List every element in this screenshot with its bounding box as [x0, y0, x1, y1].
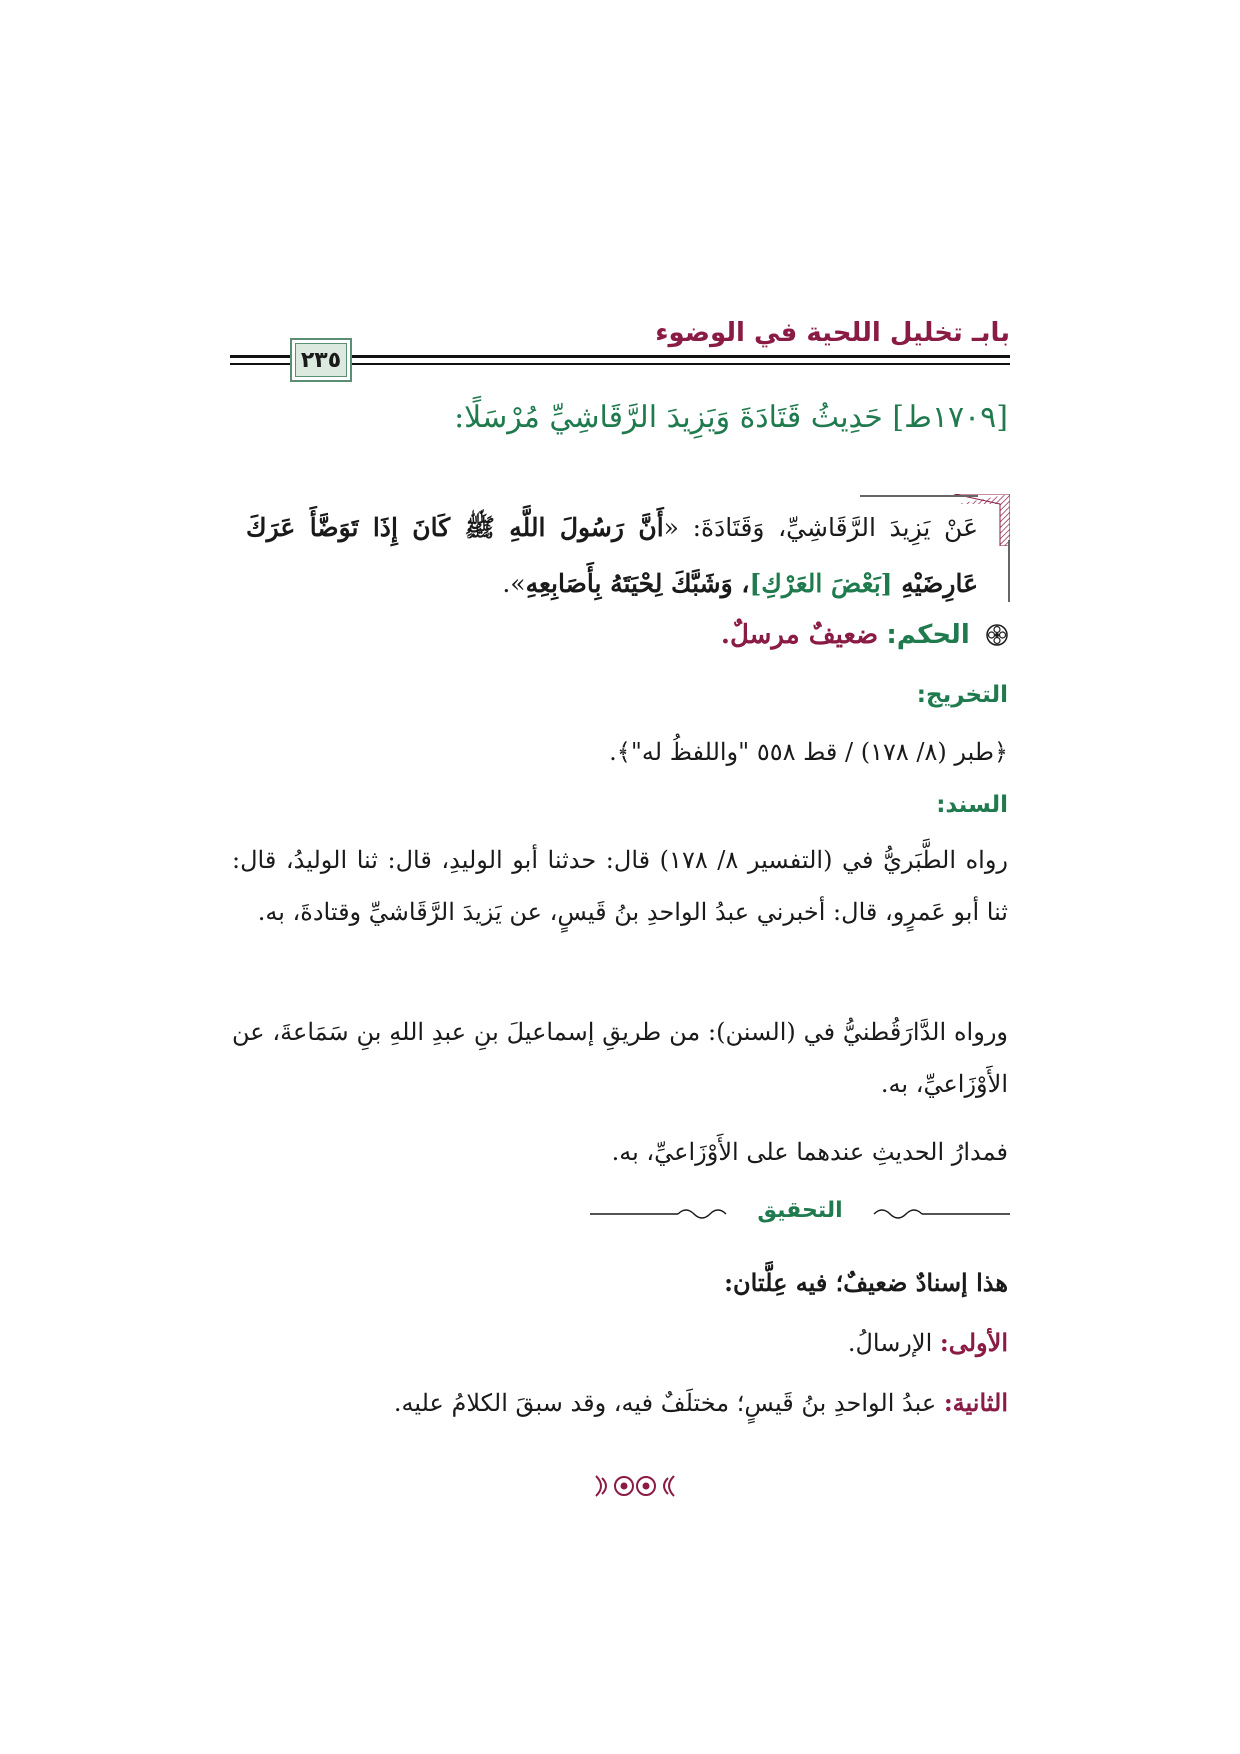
- flower-bullet-icon: [986, 624, 1008, 646]
- takhrij-text: ﴿طبر (٨/ ١٧٨) / قط ٥٥٨ "واللفظُ له"﴾.: [609, 738, 1008, 766]
- tahqiq-second-reason: [394, 1388, 1008, 1417]
- sanad-paragraph-3: فمدارُ الحديثِ عندهما على الأَوْزَاعيِّ، به.: [611, 1138, 1008, 1166]
- hadith-text-end: ».: [502, 569, 526, 598]
- tahqiq-divider: [590, 1194, 1010, 1234]
- hadith-text: [246, 500, 978, 612]
- hadith-text-main: أَنَّ رَسُولَ اللَّهِ ﷺ كَانَ إِذَا تَوَضَّأَ عَرَكَ عَارِضَيْهِ: [246, 513, 978, 598]
- end-ornament-icon: [590, 1468, 680, 1504]
- hadith-text-variant: [بَعْضَ العَرْكِ]: [749, 569, 902, 598]
- hadith-frame-top-line: [860, 495, 978, 497]
- hadith-title: [١٧٠٩ط] حَدِيثُ قَتَادَةَ وَيَزِيدَ الرَّقَاشِيِّ مُرْسَلًا:: [454, 400, 1008, 435]
- ruling-value: ضعيفٌ مرسلٌ.: [720, 620, 879, 650]
- sanad-label: السند:: [936, 792, 1008, 818]
- sanad-paragraph-1: رواه الطَّبَريُّ في (التفسير ٨/ ١٧٨) قال: حدثنا أبو الوليدِ، قال: ثنا الوليدُ، قال: ثنا أبو عَمرٍو، قال: أخبرني عبدُ الواحدِ بنُ قَيسٍ، عن يَزيدَ الرَّقَاشيِّ وقتادةَ، به.: [232, 846, 1008, 926]
- hadith-text-main-2: ، وَشَبَّكَ لِحْيَتَهُ بِأَصَابِعِهِ: [525, 569, 750, 598]
- first-reason-label: الأولى:: [939, 1328, 1008, 1357]
- tahqiq-first-reason: [848, 1328, 1008, 1357]
- tahqiq-intro: هذا إسنادٌ ضعيفٌ؛ فيه عِلَّتان:: [724, 1268, 1008, 1297]
- hadith-frame-side-line: [1008, 540, 1010, 602]
- chapter-title: بابـ تخليل اللحية في الوضوء: [655, 318, 1010, 348]
- tahqiq-heading: التحقيق: [757, 1198, 843, 1223]
- ruling-line: [721, 620, 1008, 650]
- page-number-frame-inner: [295, 343, 347, 377]
- hadith-text-intro: عَنْ يَزِيدَ الرَّقَاشِيِّ، وَقَتَادَةَ: «: [663, 513, 978, 542]
- page-number: ٢٣٥: [300, 347, 342, 373]
- takhrij-label: التخريج:: [916, 682, 1008, 708]
- second-reason-text: عبدُ الواحدِ بنُ قَيسٍ؛ مختلَفٌ فيه، وقد سبقَ الكلامُ عليه.: [393, 1389, 944, 1417]
- first-reason-text: الإرسالُ.: [847, 1329, 940, 1357]
- page-number-frame: [290, 338, 352, 382]
- ruling-label: الحكم:: [886, 620, 970, 650]
- second-reason-label: الثانية:: [943, 1388, 1008, 1417]
- sanad-paragraph-2: ورواه الدَّارَقُطنيُّ في (السنن): من طريقِ إسماعيلَ بنِ عبدِ اللهِ بنِ سَمَاعةَ، عن الأَوْزَاعيِّ، به.: [232, 1018, 1008, 1098]
